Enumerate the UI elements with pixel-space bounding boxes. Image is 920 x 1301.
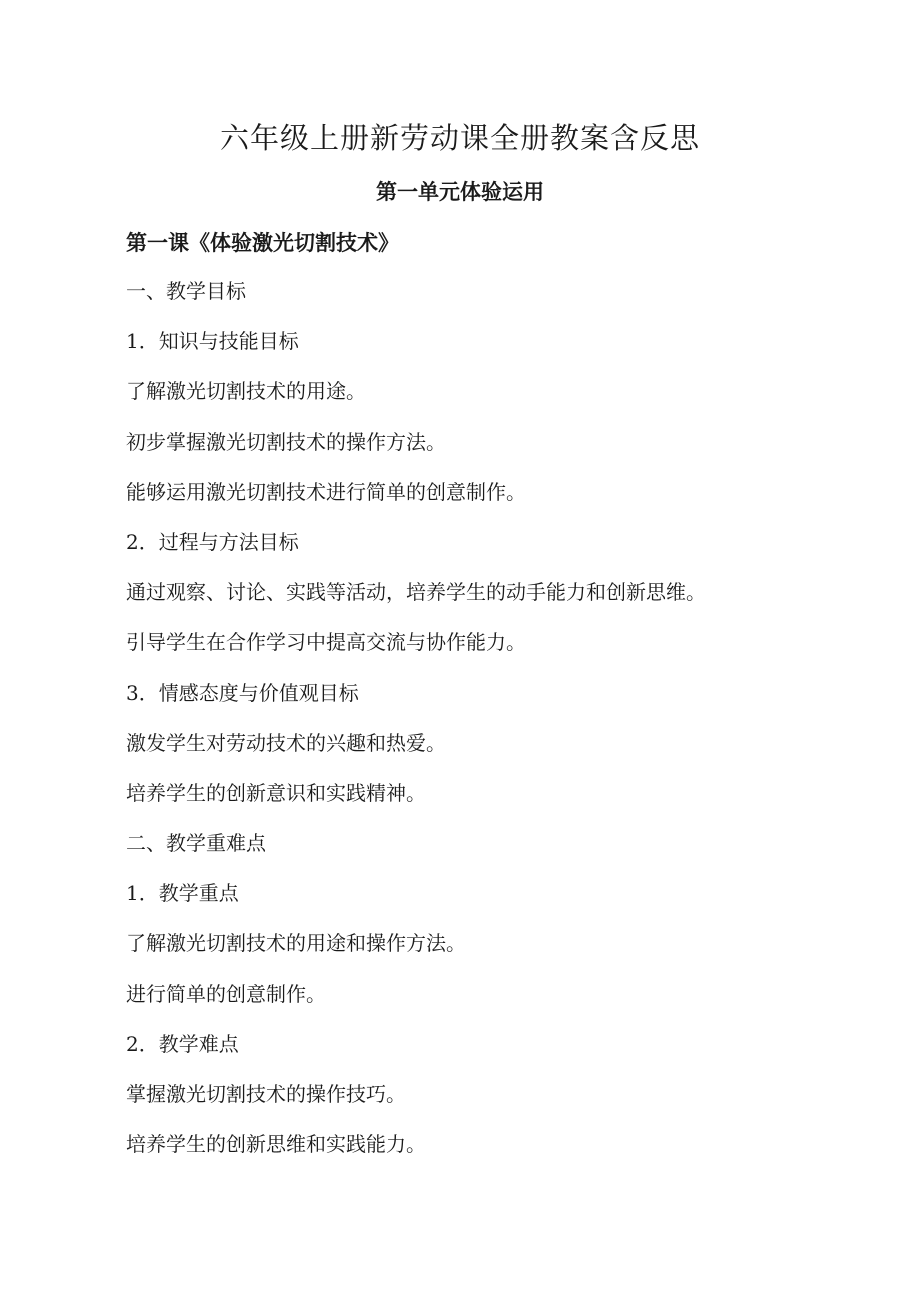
body-paragraph: 了解激光切割技术的用途。 [126, 379, 366, 404]
body-paragraph: 培养学生的创新思维和实践能力。 [126, 1132, 426, 1157]
body-paragraph: 进行简单的创意制作。 [126, 981, 326, 1006]
body-paragraph: 掌握激光切割技术的操作技巧。 [126, 1082, 406, 1106]
body-paragraph: 引导学生在合作学习中提高交流与协作能力。 [126, 630, 526, 655]
subheading-teaching-difficulty: 2．教学难点 [126, 1031, 239, 1056]
subheading-knowledge-skills: 1．知识与技能目标 [126, 329, 299, 354]
subheading-process-methods: 2．过程与方法目标 [126, 529, 299, 554]
body-paragraph: 了解激光切割技术的用途和操作方法。 [126, 931, 466, 956]
body-paragraph: 能够运用激光切割技术进行简单的创意制作。 [126, 479, 526, 504]
section-heading-key-points: 二、教学重难点 [126, 831, 266, 856]
section-heading-objectives: 一、教学目标 [126, 279, 246, 303]
body-paragraph: 培养学生的创新意识和实践精神。 [126, 780, 426, 805]
unit-title: 第一单元体验运用 [376, 180, 544, 204]
subheading-teaching-focus: 1．教学重点 [126, 881, 239, 906]
document-body [126, 275, 886, 1178]
document-title: 六年级上册新劳动课全册教案含反思 [219, 121, 700, 155]
subheading-attitudes-values: 3．情感态度与价值观目标 [126, 680, 359, 705]
body-paragraph: 通过观察、讨论、实践等活动，培养学生的动手能力和创新思维。 [126, 580, 706, 605]
lesson-title: 第一课《体验激光切割技术》 [126, 231, 399, 255]
body-paragraph: 初步掌握激光切割技术的操作方法。 [126, 429, 446, 454]
body-paragraph: 激发学生对劳动技术的兴趣和热爱。 [126, 730, 446, 755]
